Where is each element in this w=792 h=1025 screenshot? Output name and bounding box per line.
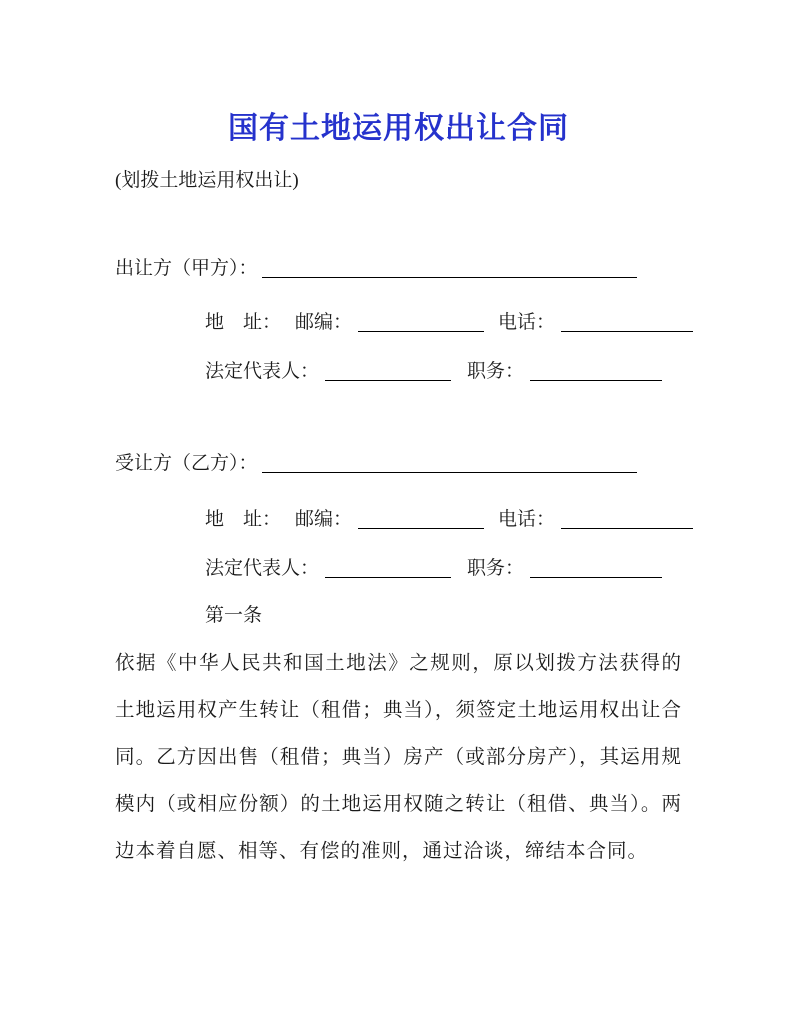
party-b-postal-label: 邮编： bbox=[295, 509, 353, 530]
party-b-name-blank[interactable] bbox=[262, 456, 637, 473]
party-a-address-label: 地 址： bbox=[205, 312, 282, 333]
party-b-name-label: 受让方（乙方）： bbox=[115, 453, 258, 474]
article-1-heading: 第一条 bbox=[205, 605, 263, 626]
party-a-legal-rep-blank[interactable] bbox=[325, 364, 451, 381]
party-b-name-row bbox=[115, 449, 682, 479]
party-b-section bbox=[115, 449, 682, 584]
party-a-phone-blank[interactable] bbox=[561, 315, 693, 332]
party-a-name-label: 出让方（甲方）： bbox=[115, 258, 258, 279]
party-b-address-row bbox=[205, 505, 682, 535]
party-a-phone-label: 电话： bbox=[498, 312, 556, 333]
party-a-legal-rep-label: 法定代表人： bbox=[205, 361, 320, 382]
party-b-duty-label: 职务： bbox=[467, 558, 525, 579]
party-b-phone-label: 电话： bbox=[498, 509, 556, 530]
party-a-name-row bbox=[115, 254, 682, 284]
party-a-postal-blank[interactable] bbox=[358, 315, 484, 332]
party-a-address-row bbox=[205, 308, 682, 338]
party-a-section bbox=[115, 254, 682, 387]
party-a-postal-label: 邮编： bbox=[295, 312, 353, 333]
party-b-address-label: 地 址： bbox=[205, 509, 282, 530]
party-b-postal-blank[interactable] bbox=[358, 512, 484, 529]
article-1-section bbox=[115, 601, 682, 875]
party-a-legal-rep-row bbox=[205, 357, 682, 387]
party-b-duty-blank[interactable] bbox=[530, 561, 662, 578]
document-title: 国有土地运用权出让合同 bbox=[228, 112, 569, 145]
party-b-phone-blank[interactable] bbox=[561, 512, 693, 529]
party-b-legal-rep-row bbox=[205, 554, 682, 584]
party-a-duty-blank[interactable] bbox=[530, 364, 662, 381]
party-a-name-blank[interactable] bbox=[262, 261, 637, 278]
document-subtitle: (划拨土地运用权出让) bbox=[115, 170, 299, 191]
party-b-legal-rep-blank[interactable] bbox=[325, 561, 451, 578]
article-1-body: 依据《中华人民共和国土地法》之规则，原以划拨方法获得的土地运用权产生转让（租借；典当），须签定土地运用权出让合同。乙方因出售（租借；典当）房产（或部分房产），其运用规模内（或相应份额）的土地运用权随之转让（租借、典当）。两边本着自愿、相等、有偿的准则，通过洽谈，缔结本合同。 bbox=[115, 653, 682, 862]
party-a-duty-label: 职务： bbox=[467, 361, 525, 382]
party-b-legal-rep-label: 法定代表人： bbox=[205, 558, 320, 579]
